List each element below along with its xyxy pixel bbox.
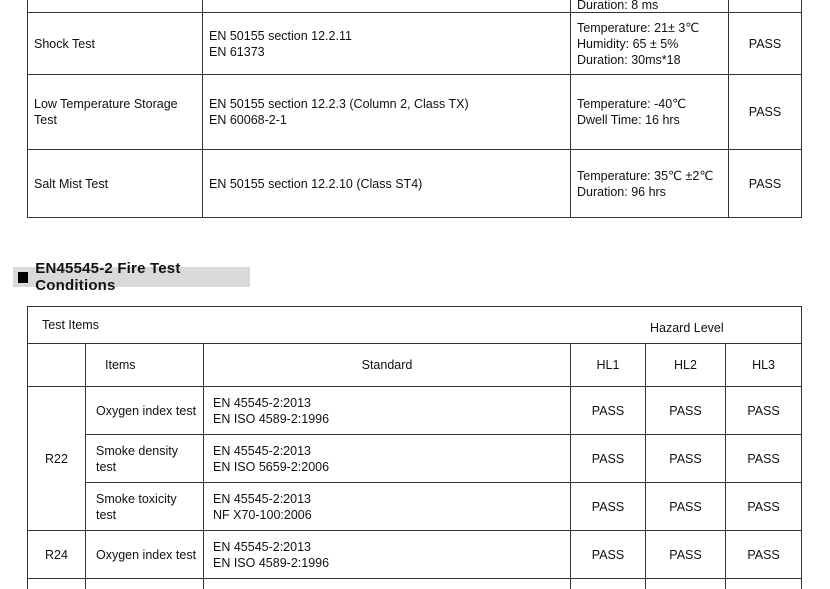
table-row — [28, 387, 802, 435]
item-cell: Smoke toxicity test — [86, 483, 204, 531]
hl1-result: PASS — [571, 483, 646, 531]
item-cell: Low Temperature Storage Test — [28, 75, 203, 150]
standard-line: EN ISO 5659-2:2006 — [213, 459, 330, 474]
standard-cell — [203, 150, 571, 218]
standard-line: NF X70-100:2006 — [213, 507, 312, 522]
items-column-header: Items — [86, 344, 204, 387]
table-row — [28, 435, 802, 483]
condition-line: Duration: 96 hrs — [577, 184, 666, 199]
result-cell: PASS — [729, 13, 802, 75]
hl3-result: PASS — [726, 435, 802, 483]
hl1-result: PASS — [571, 387, 646, 435]
table-row — [28, 150, 802, 218]
table-header-row — [28, 307, 802, 344]
item-cell: Smoke density test — [86, 435, 204, 483]
hl2-result: PASS — [646, 435, 726, 483]
result-cell — [729, 0, 802, 13]
hl3-result: PASS — [726, 483, 802, 531]
item-cell: Oxygen index test — [86, 387, 204, 435]
condition-line: Duration: 30ms*18 — [577, 52, 681, 67]
fire-test-table — [27, 306, 802, 589]
environmental-test-table — [27, 0, 802, 218]
standard-line: EN 45545-2:2013 — [213, 443, 311, 458]
conditions-cell — [571, 13, 729, 75]
item-cell: Oxygen index test — [86, 531, 204, 579]
table-row — [28, 531, 802, 579]
condition-line: Temperature: 21± 3℃ — [577, 20, 700, 35]
section-header — [13, 260, 250, 294]
table-row — [28, 75, 802, 150]
condition-line: Temperature: 35℃ ±2℃ — [577, 168, 714, 183]
table-header — [28, 307, 802, 344]
item-cell: Shock Test — [28, 13, 203, 75]
table-row — [28, 0, 802, 13]
condition-line: Humidity: 65 ± 5% — [577, 36, 679, 51]
hl1-column-header: HL1 — [571, 344, 646, 387]
standard-line: EN ISO 4589-2:1996 — [213, 411, 330, 426]
standard-line: EN 60068-2-1 — [209, 113, 287, 127]
hl2-result: PASS — [646, 483, 726, 531]
standard-cell — [204, 435, 571, 483]
standard-line: EN 45545-2:2013 — [213, 491, 311, 506]
result-cell: PASS — [729, 150, 802, 218]
hl2-result: PASS — [646, 531, 726, 579]
code-column-header — [28, 344, 86, 387]
standard-line: EN 45545-2:2013 — [213, 539, 311, 554]
condition-line: Duration: 8 ms — [577, 0, 659, 12]
standard-line: EN 50155 section 12.2.10 (Class ST4) — [209, 176, 423, 191]
hl3-column-header: HL3 — [726, 344, 802, 387]
conditions-cell — [571, 0, 729, 13]
test-items-label: Test Items — [42, 318, 99, 332]
hazard-level-label: Hazard Level — [650, 321, 724, 335]
item-cell: Salt Mist Test — [28, 150, 203, 218]
standard-column-header: Standard — [204, 344, 571, 387]
conditions-cell — [571, 150, 729, 218]
standard-cell — [204, 531, 571, 579]
standard-line: EN ISO 4589-2:1996 — [213, 555, 330, 570]
standard-line: EN 50155 section 12.2.11 — [209, 28, 352, 43]
table-row — [28, 13, 802, 75]
standard-line: EN 61373 — [209, 44, 265, 59]
hl2-result: PASS — [646, 387, 726, 435]
section-title: EN45545-2 Fire Test Conditions — [35, 260, 181, 294]
standard-cell — [203, 0, 571, 13]
square-bullet-icon — [18, 272, 28, 283]
requirement-code-cell: R22 — [28, 387, 86, 531]
table-row — [28, 483, 802, 531]
requirement-code-cell: R24 — [28, 531, 86, 579]
hl3-result: PASS — [726, 531, 802, 579]
standard-cell — [203, 13, 571, 75]
standard-cell — [204, 387, 571, 435]
standard-cell — [204, 483, 571, 531]
hl2-column-header: HL2 — [646, 344, 726, 387]
hl1-result: PASS — [571, 531, 646, 579]
column-header-row — [28, 344, 802, 387]
item-cell — [28, 0, 203, 13]
hl3-result: PASS — [726, 387, 802, 435]
condition-line: Temperature: -40℃ — [577, 97, 687, 111]
standard-line: EN 45545-2:2013 — [213, 395, 311, 410]
standard-line: EN 50155 section 12.2.3 (Column 2, Class TX) — [209, 97, 469, 111]
result-cell: PASS — [729, 75, 802, 150]
standard-cell — [203, 75, 571, 150]
hl1-result: PASS — [571, 435, 646, 483]
conditions-cell — [571, 75, 729, 150]
condition-line: Dwell Time: 16 hrs — [577, 113, 680, 127]
